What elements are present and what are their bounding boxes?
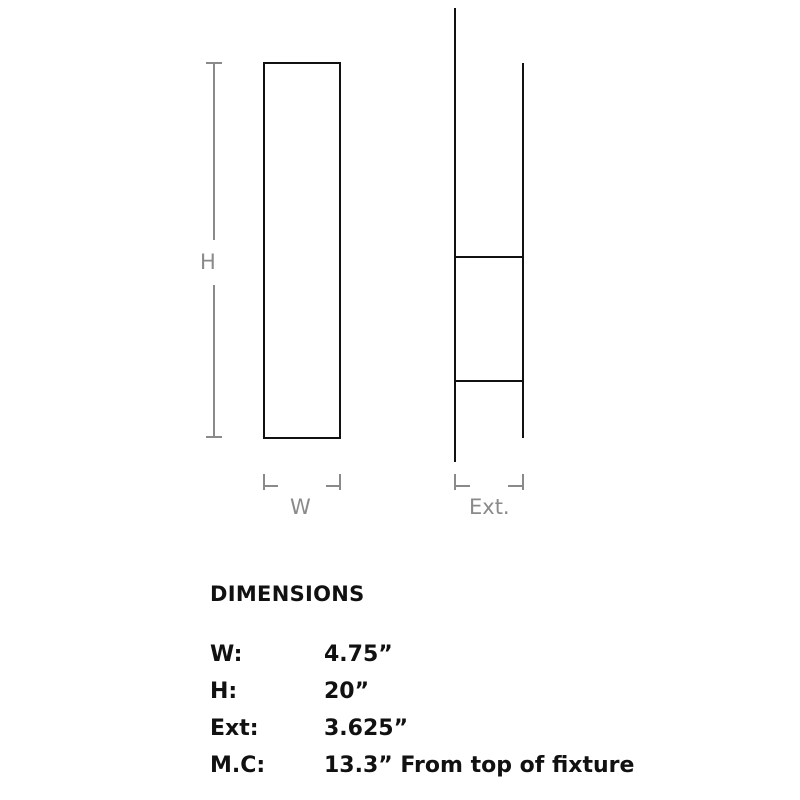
spec-value: 4.75” [324,642,393,667]
spec-value: 3.625” [324,716,409,741]
side-view-mount-box [455,257,523,381]
spec-key: W: [210,642,243,667]
extension-label: Ext. [469,495,510,519]
spec-value: 13.3” From top of fixture [324,753,635,778]
spec-row-width [210,642,634,679]
extension-dimension [455,474,523,490]
spec-value: 20” [324,679,370,704]
spec-key: Ext: [210,716,259,741]
width-label: W [290,495,311,519]
dimensions-table [210,582,634,790]
width-dimension [264,474,340,490]
spec-key: M.C: [210,753,266,778]
spec-row-extension [210,716,634,753]
dimensions-heading: DIMENSIONS [210,582,365,606]
spec-row-mounting-center [210,753,634,790]
spec-row-height [210,679,634,716]
height-label: H [200,250,216,274]
front-view-fixture [264,63,340,438]
spec-key: H: [210,679,238,704]
